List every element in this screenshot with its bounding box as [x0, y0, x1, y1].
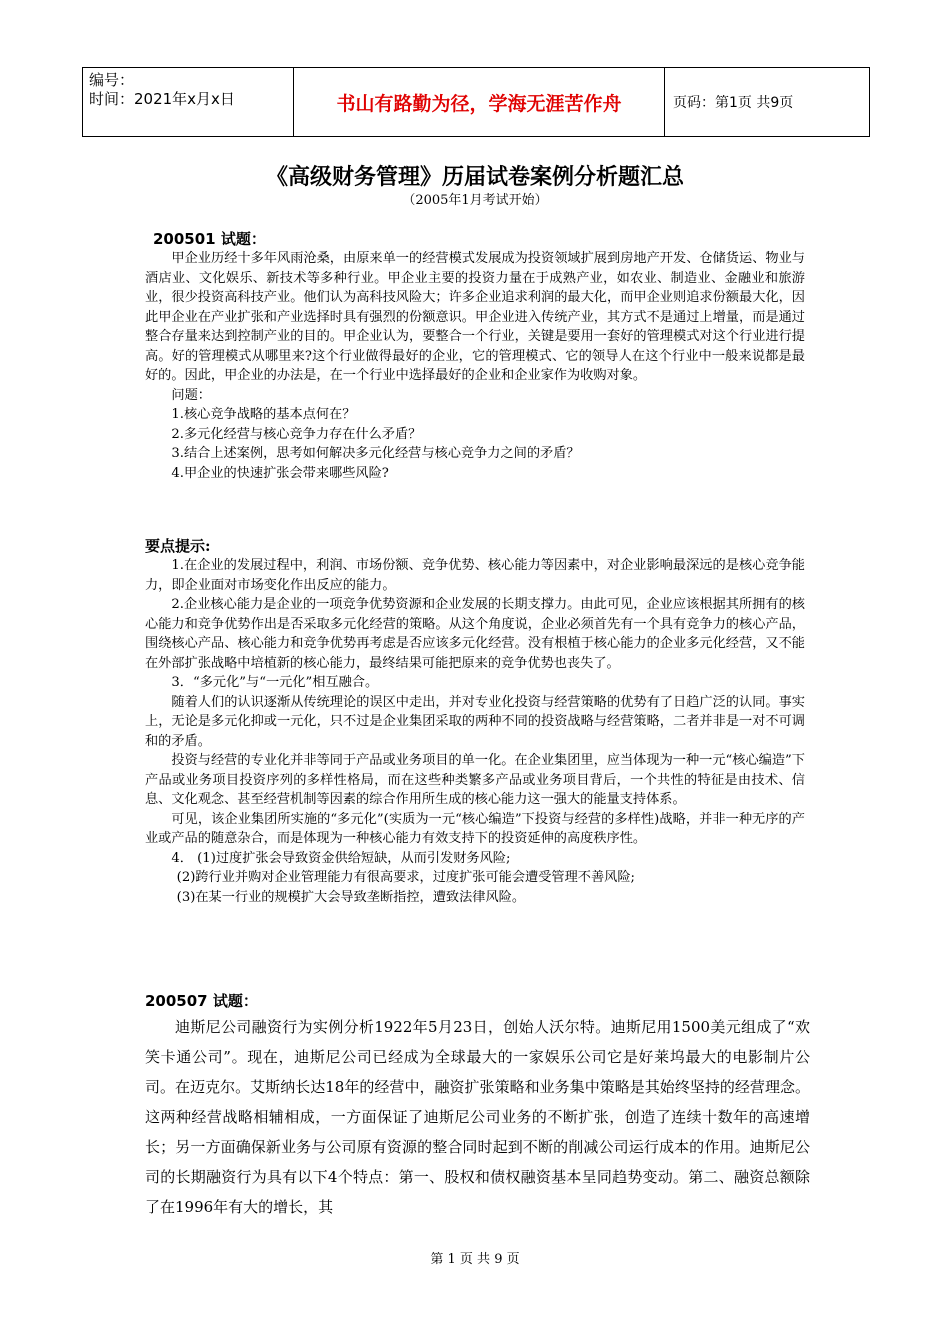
- question-item: 2.多元化经营与核心竞争力存在什么矛盾？: [171, 426, 422, 442]
- hints-heading: 要点提示:: [145, 537, 211, 555]
- header-meta: [83, 68, 294, 136]
- hint-paragraph: 1.在企业的发展过程中，利润、市场份额、竞争优势、核心能力等因素中，对企业影响最深远的是核心竞争能力，即企业面对市场变化作出反应的能力。: [145, 558, 805, 593]
- question-item: 4.甲企业的快速扩张会带来哪些风险?: [171, 465, 389, 481]
- question-item: 1.核心竞争战略的基本点何在？: [171, 407, 356, 422]
- document-subtitle: （2005年1月考试开始）: [402, 193, 548, 208]
- hint-paragraph: 投资与经营的专业化并非等同于产品或业务项目的单一化。在企业集团里，应当体现为一种一元“核心编造”下产品或业务项目投资序列的多样性格局，而在这些种类繁多产品或业务项目背后，一个共性的特征是由技术、信息、文化观念、甚至经营机制等因素的综合作用所生成的核心能力这一强大的能量支持体系。: [145, 753, 805, 807]
- section-200501-body: [145, 249, 805, 483]
- header-table: [82, 67, 870, 137]
- hint-paragraph: 3．“多元化”与“一元化”相互融合。: [171, 675, 379, 690]
- document-title: 《高级财务管理》历届试卷案例分析题汇总: [265, 165, 684, 190]
- hint-paragraph: 随着人们的认识逐渐从传统理论的误区中走出，并对专业化投资与经营策略的优势有了日趋广泛的认同。事实上，无论是多元化抑或一元化，只不过是企业集团采取的两种不同的投资战略与经营策略，二者并非是一对不可调和的矛盾。: [145, 694, 805, 749]
- page-footer: 第 1 页 共 9 页: [430, 1252, 520, 1267]
- questions-label: 问题：: [171, 387, 211, 403]
- hint-paragraph: 可见，该企业集团所实施的“多元化”(实质为一元“核心编造”下投资与经营的多样性)战略，并非一种无序的产业或产品的随意杂合，而是体现为一种核心能力有效支持下的投资延伸的高度秩序性。: [145, 811, 805, 846]
- section-200507-body: [145, 1012, 810, 1222]
- question-item: 3.结合上述案例，思考如何解决多元化经营与核心竞争力之间的矛盾？: [171, 446, 580, 461]
- header-motto: 书山有路勤为径，学海无涯苦作舟: [294, 68, 665, 136]
- case-text: 甲企业历经十多年风雨沧桑，由原来单一的经营模式发展成为投资领域扩展到房地产开发、仓储货运、物业与酒店业、文化娱乐、新技术等多种行业。甲企业主要的投资力量在于成熟产业，如农业、制造业、金融业和旅游业，很少投资高科技产业。他们认为高科技风险大；许多企业追求利润的最大化，而甲企业则追求份额最大化，因此甲企业在产业扩张和产业选择时具有强烈的份额意识。甲企业进入传统产业，其方式不是通过上增量，而是通过整合存量来达到控制产业的目的。甲企业认为，要整合一个行业，关键是要用一套好的管理模式对这个行业进行提高。好的管理模式从哪里来?这个行业做得最好的企业，它的管理模式、它的领导人在这个行业中一般来说都是最好的。因此，甲企业的办法是，在一个行业中选择最好的企业和企业家作为收购对象。: [145, 251, 805, 383]
- section-heading-200501: 200501 试题：: [153, 230, 266, 248]
- number-label: 编号：: [89, 71, 135, 89]
- header-page-info: 页码：第1页 共9页: [673, 95, 794, 111]
- hint-paragraph: 4． (1)过度扩张会导致资金供给短缺，从而引发财务风险;: [171, 850, 511, 866]
- hint-paragraph: (2)跨行业并购对企业管理能力有很高要求，过度扩张可能会遭受管理不善风险;: [176, 870, 635, 885]
- section-heading-200507: 200507 试题：: [145, 992, 258, 1010]
- case-text: 迪斯尼公司融资行为实例分析1922年5月23日，创始人沃尔特。迪斯尼用1500美元组成了“欢笑卡通公司”。现在，迪斯尼公司已经成为全球最大的一家娱乐公司它是好莱坞最大的电影制片公司。在迈克尔。艾斯纳长达18年的经营中，融资扩张策略和业务集中策略是其始终坚持的经营理念。这两种经营战略相辅相成，一方面保证了迪斯尼公司业务的不断扩张，创造了连续十数年的高速增长；另一方面确保新业务与公司原有资源的整合同时起到不断的削减公司运行成本的作用。迪斯尼公司的长期融资行为具有以下4个特点：第一、股权和债权融资基本呈同趋势变动。第二、融资总额除了在1996年有大的增长，其: [145, 1018, 810, 1216]
- hints-body: [145, 556, 805, 907]
- date-label: 时间：2021年x月x日: [89, 90, 235, 108]
- hint-paragraph: (3)在某一行业的规模扩大会导致垄断指控，遭致法律风险。: [176, 889, 526, 905]
- hint-paragraph: 2.企业核心能力是企业的一项竞争优势资源和企业发展的长期支撑力。由此可见，企业应该根据其所拥有的核心能力和竞争优势作出是否采取多元化经营的策略。从这个角度说，企业必须首先有一个具有竞争力的核心产品，围绕核心产品、核心能力和竞争优势再考虑是否应该多元化经营。没有根植于核心能力的企业多元化经营，又不能在外部扩张战略中培植新的核心能力，最终结果可能把原来的竞争优势也丧失了。: [145, 597, 805, 671]
